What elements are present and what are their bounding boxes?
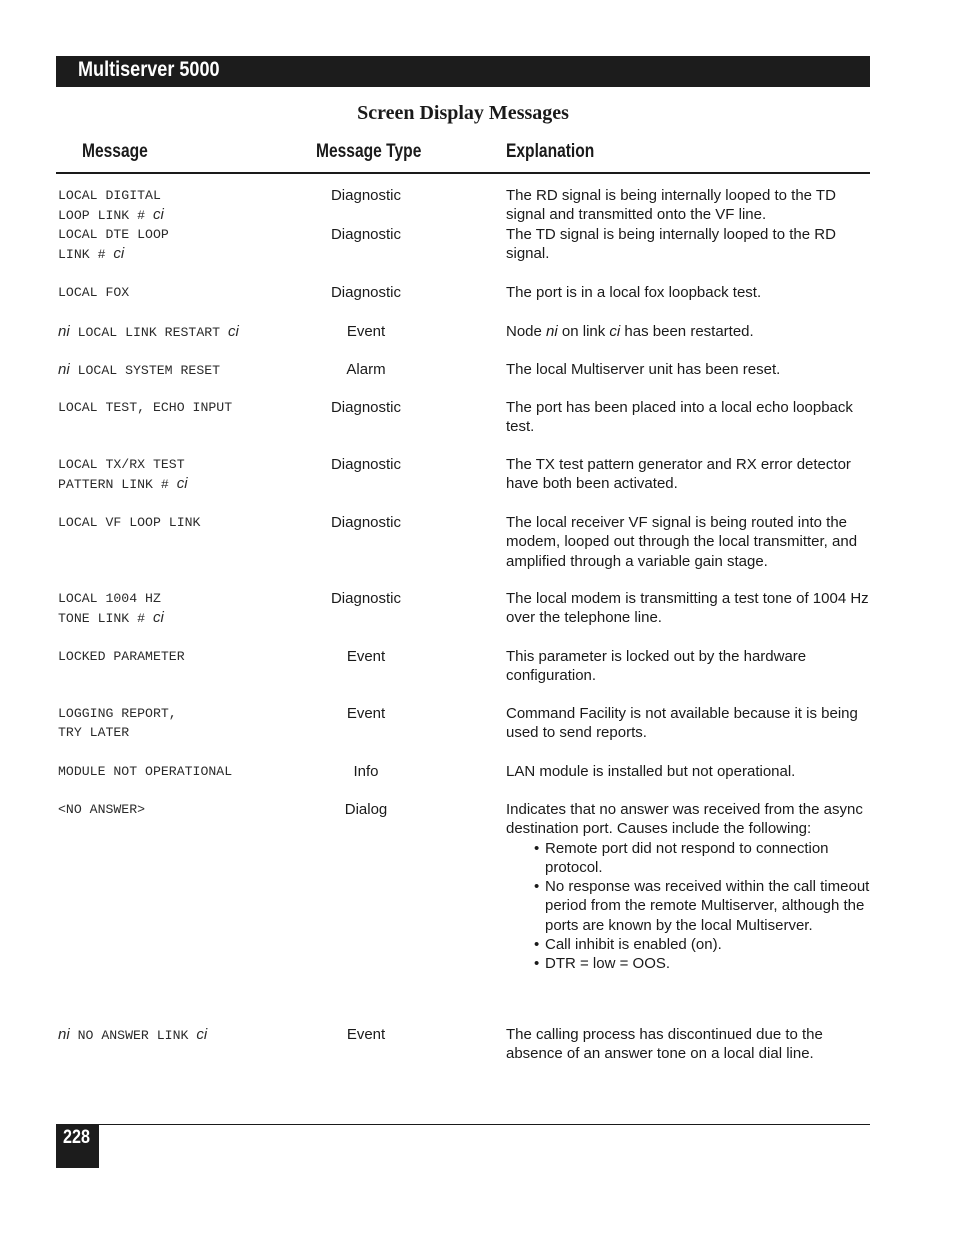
message-type: Diagnostic xyxy=(330,284,402,301)
message-explanation xyxy=(506,800,870,974)
message-type: Event xyxy=(346,705,386,722)
message-code: LOCAL DIGITAL LOOP LINK # ci xyxy=(58,188,164,224)
message-code: LOCAL 1004 HZ TONE LINK # ci xyxy=(58,591,164,627)
message-code: ni LOCAL SYSTEM RESET xyxy=(58,361,221,378)
message-explanation: The local Multiserver unit has been reset. xyxy=(506,361,781,378)
explanation-text: Indicates that no answer was received from the async destination port. Causes include the following: xyxy=(506,801,863,838)
message-type: Diagnostic xyxy=(330,514,402,531)
header-rule xyxy=(56,172,870,174)
message-explanation: The port has been placed into a local echo loopback test. xyxy=(506,399,853,436)
message-explanation: The TX test pattern generator and RX error detector have both been activated. xyxy=(506,456,851,493)
message-code: <NO ANSWER> xyxy=(58,802,146,817)
page-number: 228 xyxy=(63,1127,90,1148)
message-type: Diagnostic xyxy=(330,456,402,473)
section-title: Screen Display Messages xyxy=(357,102,569,124)
message-explanation: This parameter is locked out by the hardware configuration. xyxy=(506,648,807,685)
footer-rule xyxy=(56,1124,870,1125)
cause-list xyxy=(506,839,870,974)
message-code: LOGGING REPORT, TRY LATER xyxy=(58,706,177,741)
message-explanation: The port is in a local fox loopback test. xyxy=(506,284,762,301)
header-title: Multiserver 5000 xyxy=(78,58,220,81)
message-type: Event xyxy=(346,648,386,665)
list-item: • DTR = low = OOS. xyxy=(506,954,870,973)
message-type: Diagnostic xyxy=(330,226,402,243)
message-code: LOCAL FOX xyxy=(58,285,130,300)
message-code: LOCAL TX/RX TEST PATTERN LINK # ci xyxy=(58,457,188,493)
header-bar xyxy=(56,56,870,87)
column-header-type: Message Type xyxy=(316,141,422,162)
message-type: Diagnostic xyxy=(330,187,402,204)
message-explanation: LAN module is installed but not operational. xyxy=(506,763,796,780)
message-explanation: The local modem is transmitting a test tone of 1004 Hz over the telephone line. xyxy=(506,590,869,627)
message-type: Event xyxy=(346,323,386,340)
column-header-message: Message xyxy=(82,141,148,162)
message-type: Diagnostic xyxy=(330,399,402,416)
message-type: Event xyxy=(346,1026,386,1043)
message-code: MODULE NOT OPERATIONAL xyxy=(58,764,233,779)
message-type: Diagnostic xyxy=(330,590,402,607)
message-explanation: The local receiver VF signal is being routed into the modem, looped out through the local transmitter, and amplified through a variable gain stage. xyxy=(506,514,858,570)
message-code: LOCKED PARAMETER xyxy=(58,649,185,664)
message-explanation: The calling process has discontinued due to the absence of an answer tone on a local dial line. xyxy=(506,1026,823,1063)
message-type: Alarm xyxy=(346,361,386,378)
column-header-explanation: Explanation xyxy=(506,141,595,162)
message-code: LOCAL VF LOOP LINK xyxy=(58,515,201,530)
message-type: Dialog xyxy=(344,801,388,818)
message-explanation: Node ni on link ci has been restarted. xyxy=(506,323,754,340)
message-code: ni NO ANSWER LINK ci xyxy=(58,1026,208,1043)
list-item: • No response was received within the call timeout period from the remote Multiserver, although the ports are known by the local Multiserver. xyxy=(506,877,870,935)
message-code: LOCAL TEST, ECHO INPUT xyxy=(58,400,233,415)
message-explanation: The TD signal is being internally looped to the RD signal. xyxy=(506,226,836,263)
message-code: LOCAL DTE LOOP LINK # ci xyxy=(58,227,169,263)
list-item: • Call inhibit is enabled (on). xyxy=(506,935,870,954)
list-item: • Remote port did not respond to connection protocol. xyxy=(506,839,870,878)
page-number-box xyxy=(56,1124,99,1168)
message-explanation: Command Facility is not available because it is being used to send reports. xyxy=(506,705,858,742)
message-explanation: The RD signal is being internally looped to the TD signal and transmitted onto the VF line. xyxy=(506,187,836,224)
message-type: Info xyxy=(353,763,379,780)
message-code: ni LOCAL LINK RESTART ci xyxy=(58,323,239,340)
